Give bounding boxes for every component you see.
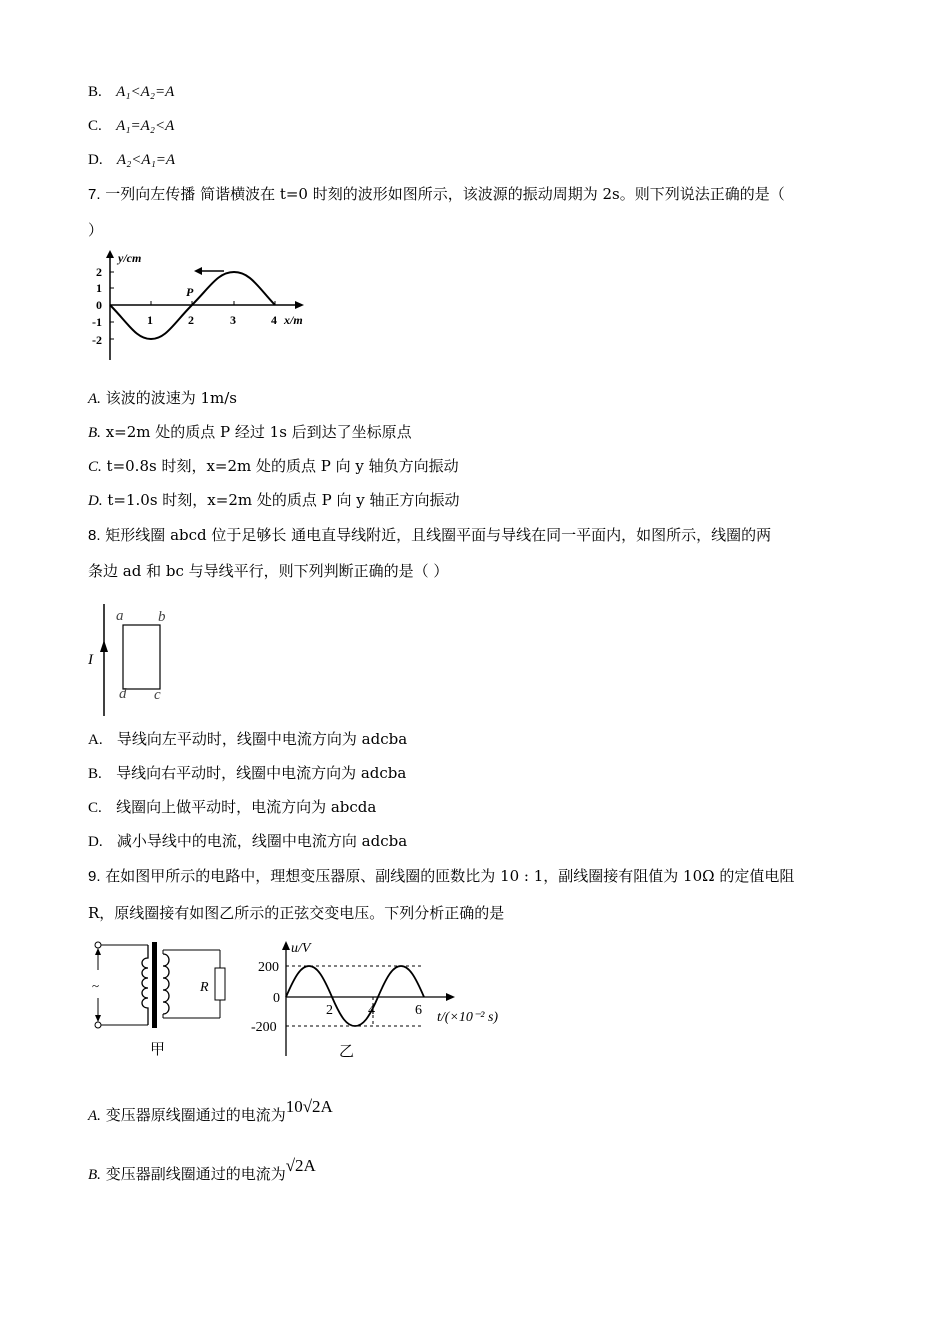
svg-text:2: 2 [96, 265, 102, 279]
q7-ylabel: y/cm [118, 251, 142, 265]
svg-text:I: I [88, 652, 93, 668]
q7-option-d: D. t=1.0s 时刻，x=2m 处的质点 P 向 y 轴正方向振动 [88, 491, 460, 509]
q7-option-c: C. t=0.8s 时刻，x=2m 处的质点 P 向 y 轴负方向振动 [88, 457, 459, 475]
caption-yi: 乙 [339, 1044, 355, 1060]
svg-text:6: 6 [415, 1003, 422, 1018]
current-arrow-icon [100, 640, 108, 652]
svg-text:4: 4 [368, 1003, 375, 1018]
svg-text:-1: -1 [92, 315, 102, 329]
svg-text:-2: -2 [92, 333, 102, 347]
q7-point-p: P [186, 285, 194, 299]
svg-text:-200: -200 [251, 1020, 277, 1035]
graph-ylabel: u/V [291, 941, 311, 956]
caption-jia: 甲 [150, 1042, 166, 1058]
q9-option-a: A. 变压器原线圈通过的电流为10√2A [88, 1097, 333, 1124]
q9-stem-line2: R，原线圈接有如图乙所示的正弦交变电压。下列分析正确的是 [88, 904, 505, 922]
svg-text:2: 2 [188, 313, 194, 327]
q6-option-b: B. A₁<A₂=A [88, 84, 175, 100]
q8-option-d: D. 减小导线中的电流，线圈中电流方向 adcba [88, 832, 408, 850]
q8-option-c: C. 线圈向上做平动时，电流方向为 abcda [88, 798, 377, 816]
q8-option-a: A. 导线向左平动时，线圈中电流方向为 adcba [88, 730, 408, 748]
svg-text:4: 4 [271, 313, 277, 327]
ac-source-symbol: ~ [92, 978, 100, 993]
resistor-label: R [200, 980, 209, 995]
q9-option-b: B. 变压器副线圈通过的电流为√2A [88, 1156, 316, 1183]
svg-text:0: 0 [273, 991, 280, 1006]
svg-text:c: c [154, 687, 161, 703]
q7-xlabel: x/m [284, 313, 303, 327]
svg-text:200: 200 [258, 960, 279, 975]
q8-coil-figure [86, 600, 186, 720]
q9-circuit-figure [88, 936, 238, 1060]
q8-stem-line2: 条边 ad 和 bc 与导线平行，则下列判断正确的是（ ） [88, 562, 449, 580]
svg-text:d: d [119, 686, 127, 702]
svg-text:0: 0 [96, 298, 102, 312]
svg-text:a: a [116, 608, 124, 624]
graph-xlabel: t/(×10⁻² s) [437, 1010, 499, 1025]
svg-text:b: b [158, 609, 166, 625]
q7-stem-close: ） [88, 221, 104, 239]
svg-text:1: 1 [96, 281, 102, 295]
q7-option-b: B. x=2m 处的质点 P 经过 1s 后到达了坐标原点 [88, 423, 412, 441]
q8-stem-line1: 8. 矩形线圈 abcd 位于足够长 通电直导线附近，且线圈平面与导线在同一平面内，如图所示，线圈的两 [88, 526, 772, 544]
q7-option-a: A. 该波的波速为 1m/s [88, 389, 237, 407]
q7-wave-figure [88, 248, 320, 366]
svg-text:3: 3 [230, 313, 236, 327]
svg-text:1: 1 [147, 313, 153, 327]
q7-stem: 7. 一列向左传播 简谐横波在 t=0 时刻的波形如图所示，该波源的振动周期为 2s。则下列说法正确的是（ [88, 185, 785, 203]
rectangular-coil [123, 625, 160, 689]
q8-option-b: B. 导线向右平动时，线圈中电流方向为 adcba [88, 764, 407, 782]
q9-voltage-graph [245, 938, 515, 1060]
q6-option-d: D. A₂<A₁=A [88, 152, 176, 168]
svg-text:2: 2 [326, 1003, 333, 1018]
q9-stem-line1: 9. 在如图甲所示的电路中，理想变压器原、副线圈的匝数比为 10 : 1，副线圈接有阻值为 10Ω 的定值电阻 [88, 867, 795, 885]
q6-option-c: C. A₁=A₂<A [88, 118, 175, 134]
